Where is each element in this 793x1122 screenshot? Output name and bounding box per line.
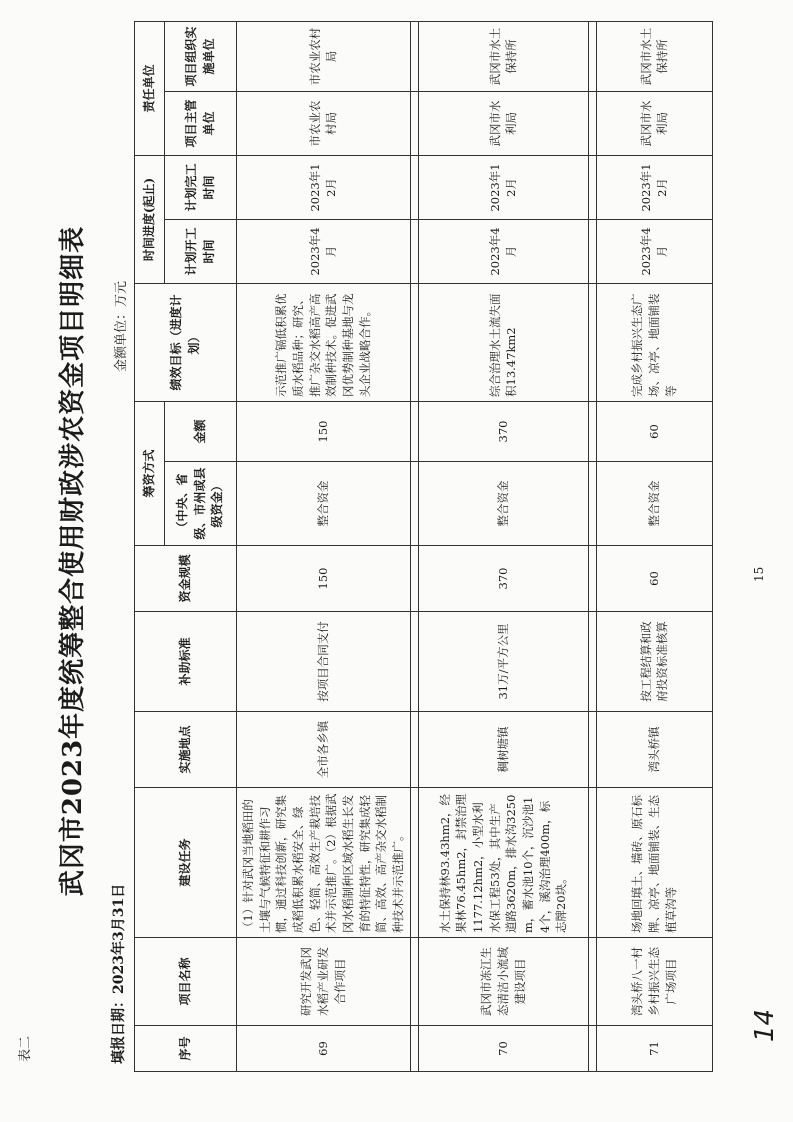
cell-name: 湾头桥八一村乡村振兴生态广场项目 — [596, 938, 712, 1026]
cell-resp-impl: 武冈市水土保持所 — [596, 21, 712, 91]
cell-scale: 60 — [596, 546, 712, 612]
handwritten-page-number: 14 — [750, 1008, 780, 1042]
cell-funding-source: 整合资金 — [418, 462, 588, 546]
cell-resp-main: 市农业农村局 — [237, 91, 411, 155]
page-title: 武冈市2023年度统筹整合使用财政涉农资金项目明细表 — [58, 225, 88, 897]
cell-scale: 370 — [418, 546, 588, 612]
cell-end: 2023年12月 — [418, 155, 588, 219]
table-row — [418, 21, 588, 1071]
cell-location: 稠树塘镇 — [418, 712, 588, 788]
cell-start: 2023年4月 — [596, 219, 712, 283]
header-funding-source: （中央、省级、市州或县级资金） — [165, 462, 237, 546]
page-number: 15 — [752, 566, 766, 582]
amount-unit: 金额单位：万元 — [114, 280, 129, 372]
cell-resp-impl: 市农业农村局 — [237, 21, 411, 91]
table-row — [237, 21, 411, 1071]
cell-resp-main: 武冈市水利局 — [418, 91, 588, 155]
cell-seq: 70 — [418, 1026, 588, 1072]
cell-name: 研究开发武冈水稻产业研发合作项目 — [237, 938, 411, 1026]
cell-task: （1）针对武冈当地稻田的土壤与气候特征和耕作习惯，通过科技创新，研究集成稻低积累水稻安全、绿色、轻简、高效生产栽培技术并示范推广。（2）根据武冈水稻制种区域水稻生长发育的特征特性，研究集成轻简、高效、高产杂交水稻制种技术并示范推广。 — [237, 788, 411, 938]
header-name: 项目名称 — [135, 938, 237, 1026]
cell-target: 综合治理水土流失面积13.47km2 — [418, 283, 588, 401]
cell-seq: 71 — [596, 1026, 712, 1072]
cell-funding-source: 整合资金 — [237, 462, 411, 546]
cell-subsidy: 按项目合同支付 — [237, 612, 411, 712]
cell-funding-amount: 150 — [237, 401, 411, 461]
cell-end: 2023年12月 — [237, 155, 411, 219]
fill-date: 填报日期：2023年3月31日 — [111, 883, 127, 1064]
cell-end: 2023年12月 — [596, 155, 712, 219]
sheet-label: 表二 — [18, 1035, 33, 1062]
cell-location: 全市各乡镇 — [237, 712, 411, 788]
header-target: 绩效目标（进度计划） — [135, 283, 237, 401]
header-resp: 责任单位 — [135, 21, 165, 155]
cell-name: 武冈市冻江生态清洁小流域建设项目 — [418, 938, 588, 1026]
table-row — [596, 21, 712, 1071]
header-location: 实施地点 — [135, 712, 237, 788]
cell-location: 湾头桥镇 — [596, 712, 712, 788]
header-resp-impl: 项目组织实施单位 — [165, 21, 237, 91]
header-subsidy: 补助标准 — [135, 612, 237, 712]
cell-start: 2023年4月 — [237, 219, 411, 283]
cell-seq: 69 — [237, 1026, 411, 1072]
project-table — [134, 21, 713, 1072]
header-scale: 资金规模 — [135, 546, 237, 612]
cell-start: 2023年4月 — [418, 219, 588, 283]
header-funding-amount: 金额 — [165, 401, 237, 461]
cell-funding-amount: 370 — [418, 401, 588, 461]
header-task: 建设任务 — [135, 788, 237, 938]
cell-target: 完成乡村振兴生态广场、凉亭、地面铺装等 — [596, 283, 712, 401]
cell-task: 场地回填土、墙砖、原石标牌、凉亭、地面铺装、生态植草沟等 — [596, 788, 712, 938]
header-end: 计划完工时间 — [165, 155, 237, 219]
cell-subsidy: 按工程结算和政府投资标准核算 — [596, 612, 712, 712]
cell-resp-impl: 武冈市水土保持所 — [418, 21, 588, 91]
header-resp-main: 项目主管单位 — [165, 91, 237, 155]
header-seq: 序号 — [135, 1026, 237, 1072]
cell-task: 水土保持林93.43hm2，经果林76.45hm2，封禁治理1177.12hm2，小型水利水保工程53处，其中生产道路3620m，排水沟3250m，蓄水池10个，沉沙池14个，溪沟治理400m，标志牌20块。 — [418, 788, 588, 938]
header-schedule: 时间进度(起止) — [135, 155, 165, 283]
header-funding: 筹资方式 — [135, 401, 165, 545]
cell-scale: 150 — [237, 546, 411, 612]
cell-funding-amount: 60 — [596, 401, 712, 461]
cell-funding-source: 整合资金 — [596, 462, 712, 546]
header-start: 计划开工时间 — [165, 219, 237, 283]
cell-resp-main: 武冈市水利局 — [596, 91, 712, 155]
cell-subsidy: 31万/平方公里 — [418, 612, 588, 712]
cell-target: 示范推广镉低积累优质水稻品种；研究、推广杂交水稻高产高效制种技术。促进武冈优势制种基地与龙头企业战略合作。 — [237, 283, 411, 401]
